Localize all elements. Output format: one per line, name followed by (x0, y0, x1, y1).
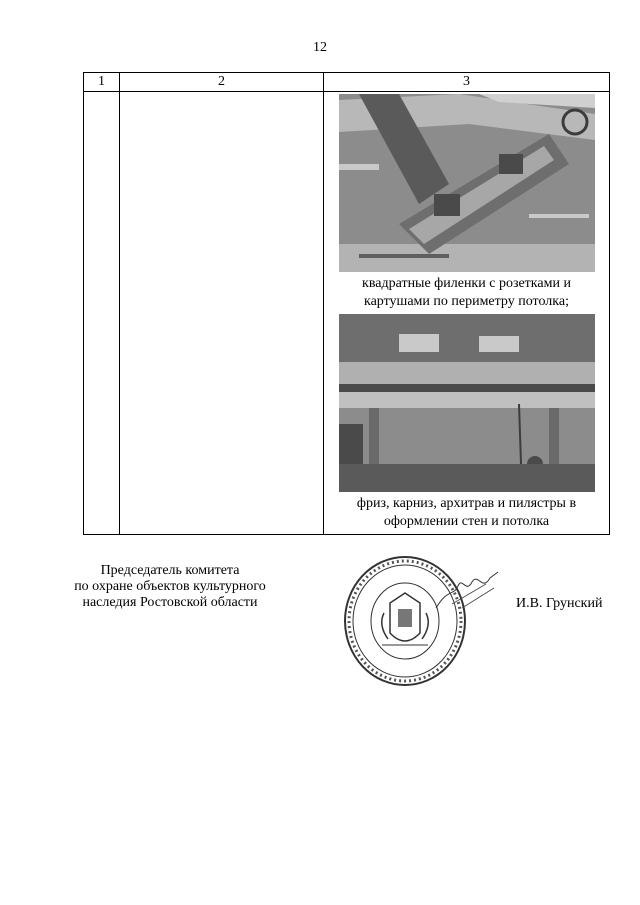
frieze-cornice-photo (339, 314, 595, 492)
row-cell-2 (120, 92, 324, 535)
header-cell-2: 2 (120, 73, 324, 92)
handwritten-signature (432, 568, 502, 614)
position-line: по охране объектов культурного (74, 579, 266, 594)
ceiling-panels-caption (324, 272, 609, 314)
position-line: наследия Ростовской области (82, 595, 258, 610)
signatory-position (40, 563, 300, 611)
table-header-row (84, 73, 610, 92)
row-cell-1 (84, 92, 120, 535)
header-cell-1: 1 (84, 73, 120, 92)
caption-line: оформлении стен и потолка (383, 514, 550, 529)
row-cell-3 (324, 92, 610, 535)
monument-table (83, 72, 610, 535)
frieze-cornice-caption (324, 492, 609, 534)
caption-line: квадратные филенки с розетками и (362, 276, 571, 291)
signatory-name: И.В. Грунский (516, 596, 603, 611)
caption-line: картушами по периметру потолка; (363, 294, 569, 309)
table-row (84, 92, 610, 535)
caption-line: фриз, карниз, архитрав и пилястры в (356, 496, 577, 511)
header-cell-3: 3 (324, 73, 610, 92)
page-number: 12 (313, 40, 327, 55)
ceiling-panels-photo (339, 94, 595, 272)
position-line: Председатель комитета (100, 563, 240, 578)
